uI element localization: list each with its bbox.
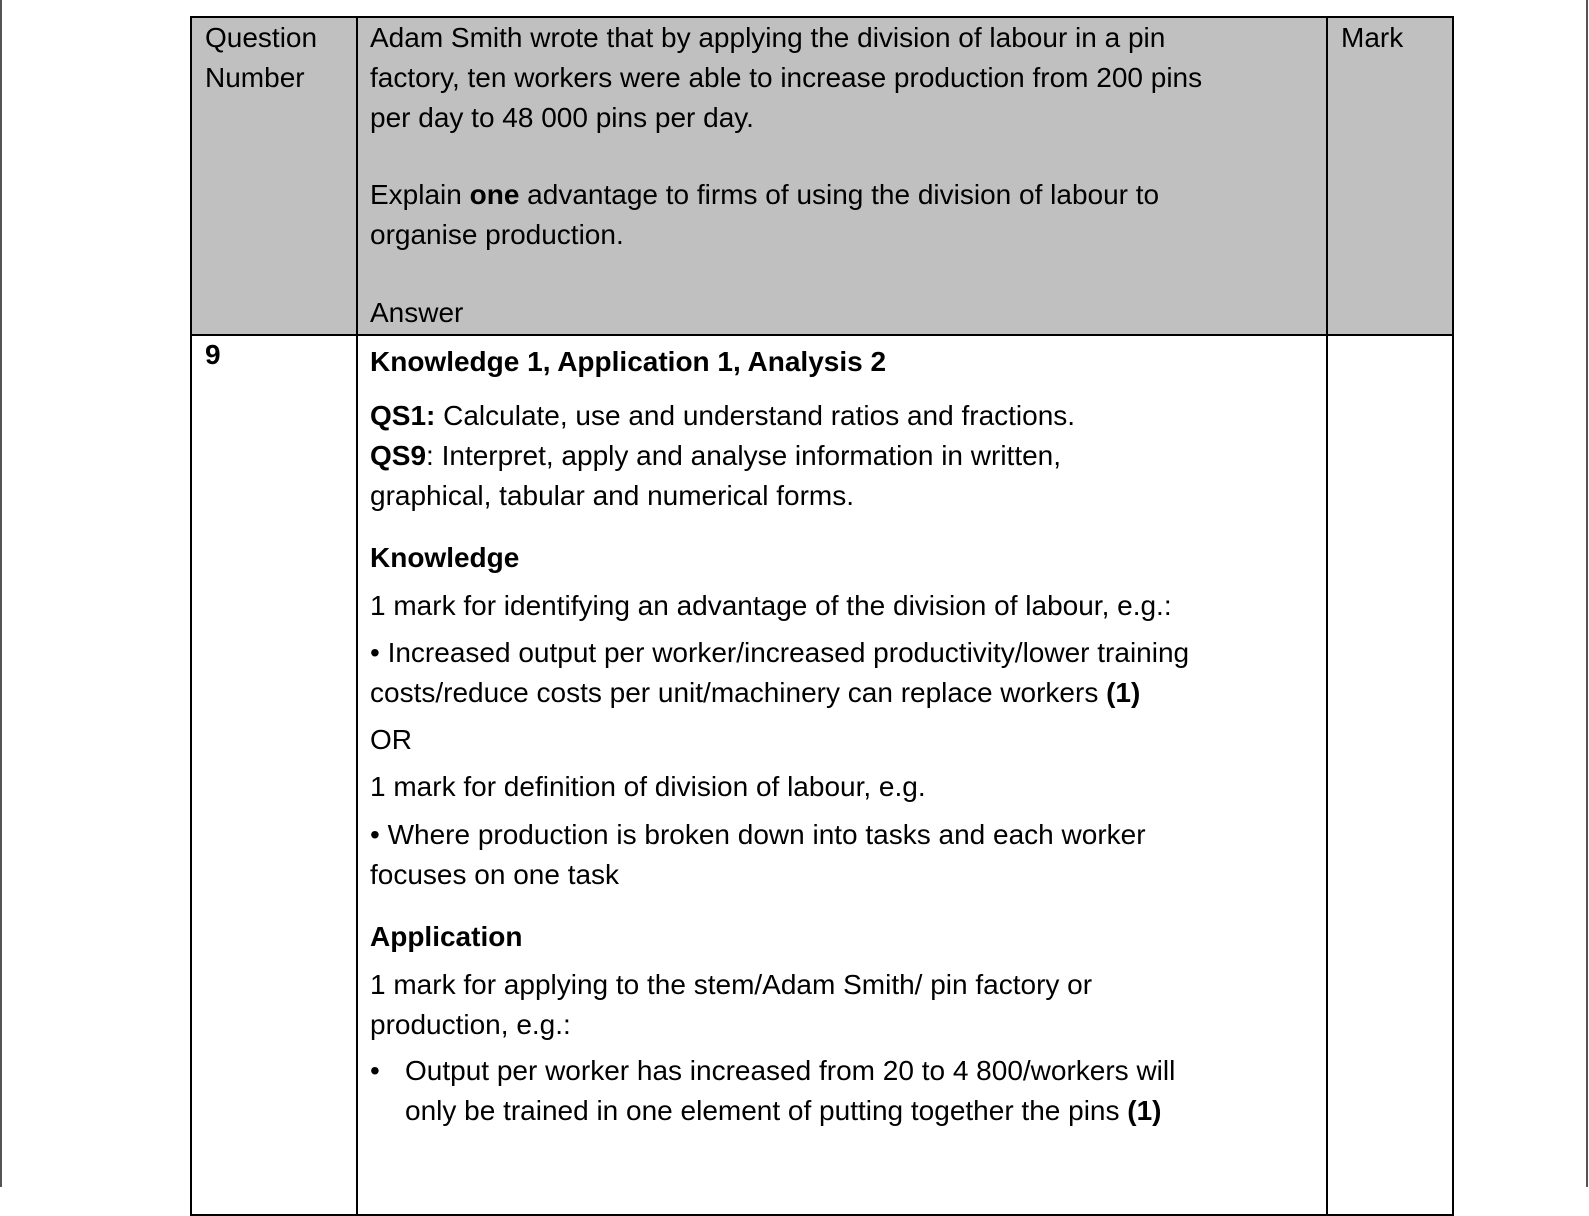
qs-text: graphical, tabular and numerical forms. xyxy=(370,480,855,511)
page-right-edge xyxy=(1586,0,1588,1187)
heading-text: Knowledge 1, Application 1, Analysis 2 xyxy=(370,346,887,377)
stem-line: factory, ten workers were able to increase production from 200 pins xyxy=(370,62,1203,93)
column-divider xyxy=(1326,18,1328,1214)
quant-skills xyxy=(370,396,1075,516)
stem-line: per day to 48 000 pins per day. xyxy=(370,102,754,133)
knowledge-heading xyxy=(370,538,519,578)
application-bullet xyxy=(405,1051,1175,1131)
column-divider xyxy=(356,18,358,1214)
knowledge-intro: 1 mark for identifying an advantage of the division of labour, e.g.: xyxy=(370,590,1172,621)
qs-label: QS9 xyxy=(370,440,427,471)
question-stem xyxy=(370,18,1202,138)
intro-text: 1 mark for applying to the stem/Adam Smith/ pin factory or xyxy=(370,969,1093,1000)
mark-label: Mark xyxy=(1341,22,1404,53)
intro-text: production, e.g.: xyxy=(370,1009,571,1040)
bullet-text: costs/reduce costs per unit/machinery can replace workers xyxy=(370,677,1107,708)
qs-text: : Interpret, apply and analyse information in written, xyxy=(426,440,1062,471)
qs-text: Calculate, use and understand ratios and fractions. xyxy=(435,400,1076,431)
heading-text: Application xyxy=(370,921,523,952)
answer-label: Answer xyxy=(370,297,464,328)
or-text: OR xyxy=(370,724,412,755)
header-question-number xyxy=(205,18,317,98)
marks-heading xyxy=(370,342,886,382)
task-emphasis: one xyxy=(469,179,520,210)
bullet-text: focuses on one task xyxy=(370,859,620,890)
mark-value: (1) xyxy=(1127,1095,1162,1126)
knowledge-bullet xyxy=(370,633,1189,713)
heading-text: Knowledge xyxy=(370,542,520,573)
bullet-text: • Where production is broken down into tasks and each worker xyxy=(370,819,1146,850)
task-text: Explain xyxy=(370,179,470,210)
definition-intro: 1 mark for definition of division of labour, e.g. xyxy=(370,771,926,802)
application-heading xyxy=(370,917,522,957)
qs-label: QS1: xyxy=(370,400,436,431)
number-text: 9 xyxy=(205,339,221,370)
bullet-text: only be trained in one element of putting together the pins xyxy=(405,1095,1128,1126)
mark-value: (1) xyxy=(1106,677,1141,708)
header-text: Number xyxy=(205,62,305,93)
page-left-edge xyxy=(0,0,2,1187)
stem-line: Adam Smith wrote that by applying the division of labour in a pin xyxy=(370,22,1166,53)
question-number xyxy=(205,335,221,375)
definition-bullet xyxy=(370,815,1146,895)
bullet-text: • Increased output per worker/increased productivity/lower training xyxy=(370,637,1190,668)
task-text: advantage to firms of using the division of labour to xyxy=(519,179,1160,210)
bullet-icon: • xyxy=(370,1055,380,1086)
task-text: organise production. xyxy=(370,219,624,250)
application-intro xyxy=(370,965,1092,1045)
header-text: Question xyxy=(205,22,318,53)
question-task xyxy=(370,175,1159,255)
bullet-text: Output per worker has increased from 20 to 4 800/workers will xyxy=(405,1055,1176,1086)
